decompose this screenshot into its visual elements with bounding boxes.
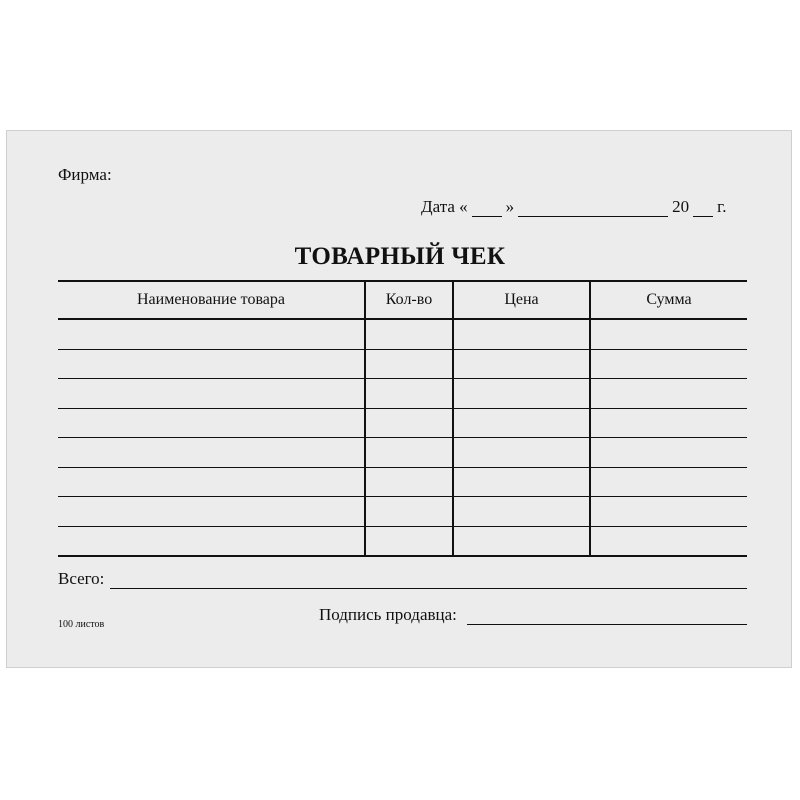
sum-cell[interactable]: [590, 438, 747, 468]
name-cell[interactable]: [58, 438, 365, 468]
signature-label: Подпись продавца:: [319, 605, 457, 624]
price-cell[interactable]: [453, 408, 590, 438]
sum-cell[interactable]: [590, 497, 747, 527]
name-cell[interactable]: [58, 349, 365, 379]
date-label: Дата «: [421, 197, 468, 216]
table-row: [58, 438, 747, 468]
total-row: [58, 569, 747, 589]
table-row: [58, 319, 747, 349]
date-row: [421, 197, 726, 217]
sum-cell[interactable]: [590, 379, 747, 409]
table-body: [58, 319, 747, 556]
price-cell[interactable]: [453, 379, 590, 409]
name-cell[interactable]: [58, 497, 365, 527]
day-field[interactable]: [472, 200, 502, 217]
name-cell[interactable]: [58, 408, 365, 438]
sheets-note: 100 листов: [58, 619, 105, 630]
qty-cell[interactable]: [365, 497, 453, 527]
total-field[interactable]: [110, 572, 747, 589]
name-cell[interactable]: [58, 467, 365, 497]
price-cell[interactable]: [453, 438, 590, 468]
sum-cell[interactable]: [590, 467, 747, 497]
table-row: [58, 408, 747, 438]
sum-cell[interactable]: [590, 408, 747, 438]
receipt-form: [6, 130, 792, 668]
qty-cell[interactable]: [365, 526, 453, 556]
month-field[interactable]: [518, 200, 668, 217]
total-label: Всего:: [58, 569, 105, 588]
column-header-qty: Кол-во: [365, 281, 453, 319]
table-row: [58, 349, 747, 379]
sum-cell[interactable]: [590, 526, 747, 556]
table-row: [58, 497, 747, 527]
year-suffix: г.: [717, 197, 727, 216]
date-close-quote: »: [505, 197, 515, 216]
qty-cell[interactable]: [365, 349, 453, 379]
qty-cell[interactable]: [365, 379, 453, 409]
price-cell[interactable]: [453, 319, 590, 349]
firm-label: Фирма:: [58, 165, 112, 184]
qty-cell[interactable]: [365, 467, 453, 497]
column-header-sum: Сумма: [590, 281, 747, 319]
year-field[interactable]: [693, 200, 713, 217]
table-row: [58, 379, 747, 409]
price-cell[interactable]: [453, 497, 590, 527]
table-row: [58, 467, 747, 497]
qty-cell[interactable]: [365, 319, 453, 349]
items-table-wrap: [58, 280, 747, 557]
table-header-row: [58, 281, 747, 319]
year-prefix: 20: [672, 197, 690, 216]
qty-cell[interactable]: [365, 438, 453, 468]
signature-field[interactable]: [467, 608, 747, 625]
name-cell[interactable]: [58, 526, 365, 556]
items-table: [58, 280, 747, 557]
price-cell[interactable]: [453, 349, 590, 379]
column-header-price: Цена: [453, 281, 590, 319]
sum-cell[interactable]: [590, 349, 747, 379]
name-cell[interactable]: [58, 319, 365, 349]
qty-cell[interactable]: [365, 408, 453, 438]
column-header-name: Наименование товара: [58, 281, 365, 319]
table-row: [58, 526, 747, 556]
signature-row: [319, 605, 747, 625]
sum-cell[interactable]: [590, 319, 747, 349]
receipt-title: ТОВАРНЫЙ ЧЕК: [294, 243, 506, 270]
price-cell[interactable]: [453, 467, 590, 497]
price-cell[interactable]: [453, 526, 590, 556]
name-cell[interactable]: [58, 379, 365, 409]
